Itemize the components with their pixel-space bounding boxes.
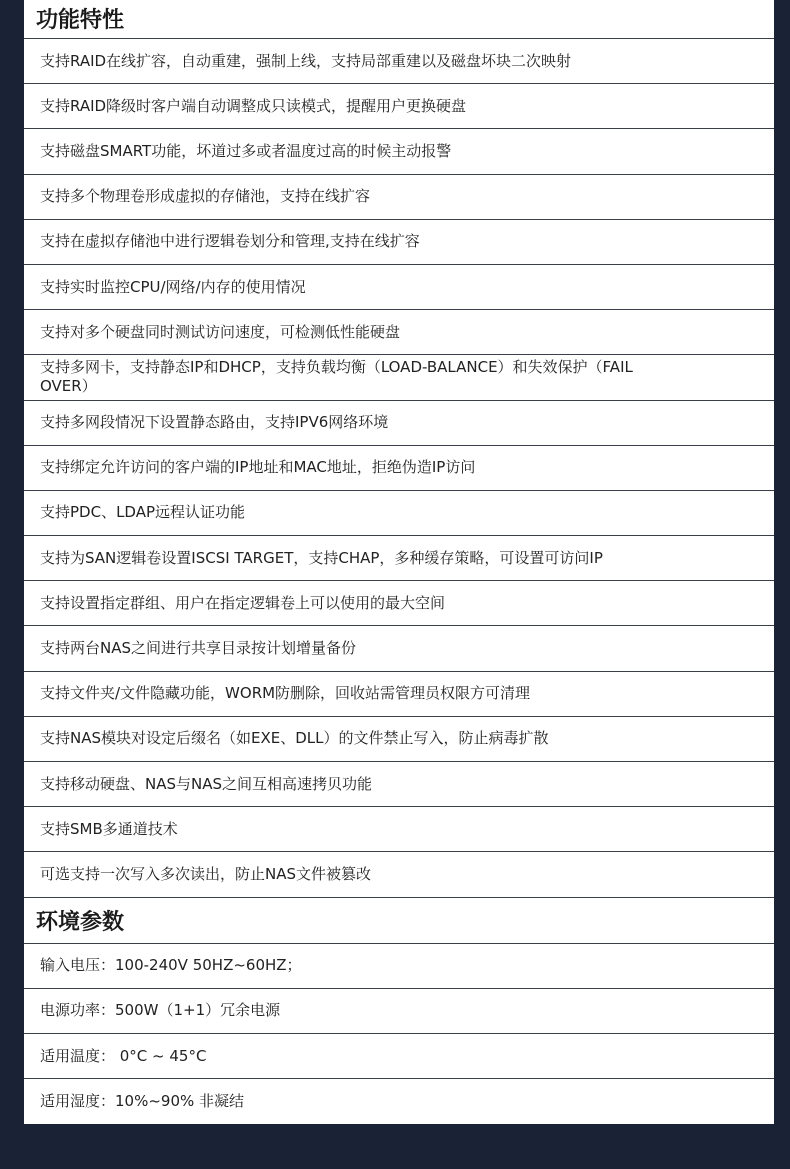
feature-row bbox=[24, 762, 774, 807]
environment-row bbox=[24, 944, 774, 989]
feature-row bbox=[24, 807, 774, 852]
feature-text: 支持绑定允许访问的客户端的IP地址和MAC地址，拒绝伪造IP访问 bbox=[40, 458, 476, 477]
feature-row bbox=[24, 175, 774, 220]
feature-text: 支持PDC、LDAP远程认证功能 bbox=[40, 503, 246, 522]
feature-text: 支持SMB多通道技术 bbox=[40, 819, 178, 838]
spec-panel bbox=[24, 0, 774, 1124]
feature-row bbox=[24, 220, 774, 265]
environment-row bbox=[24, 1034, 774, 1079]
feature-row bbox=[24, 626, 774, 671]
feature-row bbox=[24, 717, 774, 762]
feature-row bbox=[24, 355, 774, 400]
environment-text: 适用温度： 0°C ~ 45°C bbox=[40, 1046, 207, 1065]
feature-text: 支持对多个硬盘同时测试访问速度，可检测低性能硬盘 bbox=[40, 322, 401, 341]
feature-text: 可选支持一次写入多次读出，防止NAS文件被篡改 bbox=[40, 864, 372, 883]
feature-row bbox=[24, 39, 774, 84]
feature-row bbox=[24, 401, 774, 446]
feature-row bbox=[24, 672, 774, 717]
feature-text: 支持为SAN逻辑卷设置ISCSI TARGET，支持CHAP，多种缓存策略，可设置可访问IP bbox=[40, 548, 603, 567]
feature-text: 支持文件夹/文件隐藏功能，WORM防删除，回收站需管理员权限方可清理 bbox=[40, 684, 531, 703]
feature-text: 支持RAID降级时客户端自动调整成只读模式，提醒用户更换硬盘 bbox=[40, 96, 467, 115]
feature-text: 支持在虚拟存储池中进行逻辑卷划分和管理,支持在线扩容 bbox=[40, 232, 420, 251]
feature-row bbox=[24, 491, 774, 536]
feature-row bbox=[24, 581, 774, 626]
environment-row bbox=[24, 989, 774, 1034]
environment-row bbox=[24, 1079, 774, 1124]
feature-row bbox=[24, 446, 774, 491]
feature-text: 支持两台NAS之间进行共享目录按计划增量备份 bbox=[40, 639, 357, 658]
environment-text: 电源功率：500W（1+1）冗余电源 bbox=[40, 1001, 281, 1020]
feature-row bbox=[24, 129, 774, 174]
feature-row bbox=[24, 84, 774, 129]
feature-text: 支持磁盘SMART功能，坏道过多或者温度过高的时候主动报警 bbox=[40, 141, 452, 160]
environment-title: 环境参数 bbox=[24, 898, 774, 944]
feature-row bbox=[24, 536, 774, 581]
feature-text: 支持多网卡，支持静态IP和DHCP，支持负载均衡（LOAD-BALANCE）和失效保护（FAIL OVER） bbox=[40, 358, 633, 396]
feature-text: 支持实时监控CPU/网络/内存的使用情况 bbox=[40, 277, 306, 296]
feature-text: 支持设置指定群组、用户在指定逻辑卷上可以使用的最大空间 bbox=[40, 593, 446, 612]
environment-text: 输入电压：100-240V 50HZ~60HZ； bbox=[40, 956, 302, 975]
feature-row bbox=[24, 310, 774, 355]
feature-text: 支持多个物理卷形成虚拟的存储池，支持在线扩容 bbox=[40, 187, 371, 206]
feature-row bbox=[24, 852, 774, 897]
features-title: 功能特性 bbox=[24, 0, 774, 39]
feature-text: 支持移动硬盘、NAS与NAS之间互相高速拷贝功能 bbox=[40, 774, 373, 793]
feature-text: 支持NAS模块对设定后缀名（如EXE、DLL）的文件禁止写入，防止病毒扩散 bbox=[40, 729, 549, 748]
environment-text: 适用湿度：10%~90% 非凝结 bbox=[40, 1092, 245, 1111]
feature-text: 支持RAID在线扩容，自动重建，强制上线，支持局部重建以及磁盘坏块二次映射 bbox=[40, 51, 572, 70]
feature-text: 支持多网段情况下设置静态路由，支持IPV6网络环境 bbox=[40, 413, 389, 432]
feature-row bbox=[24, 265, 774, 310]
